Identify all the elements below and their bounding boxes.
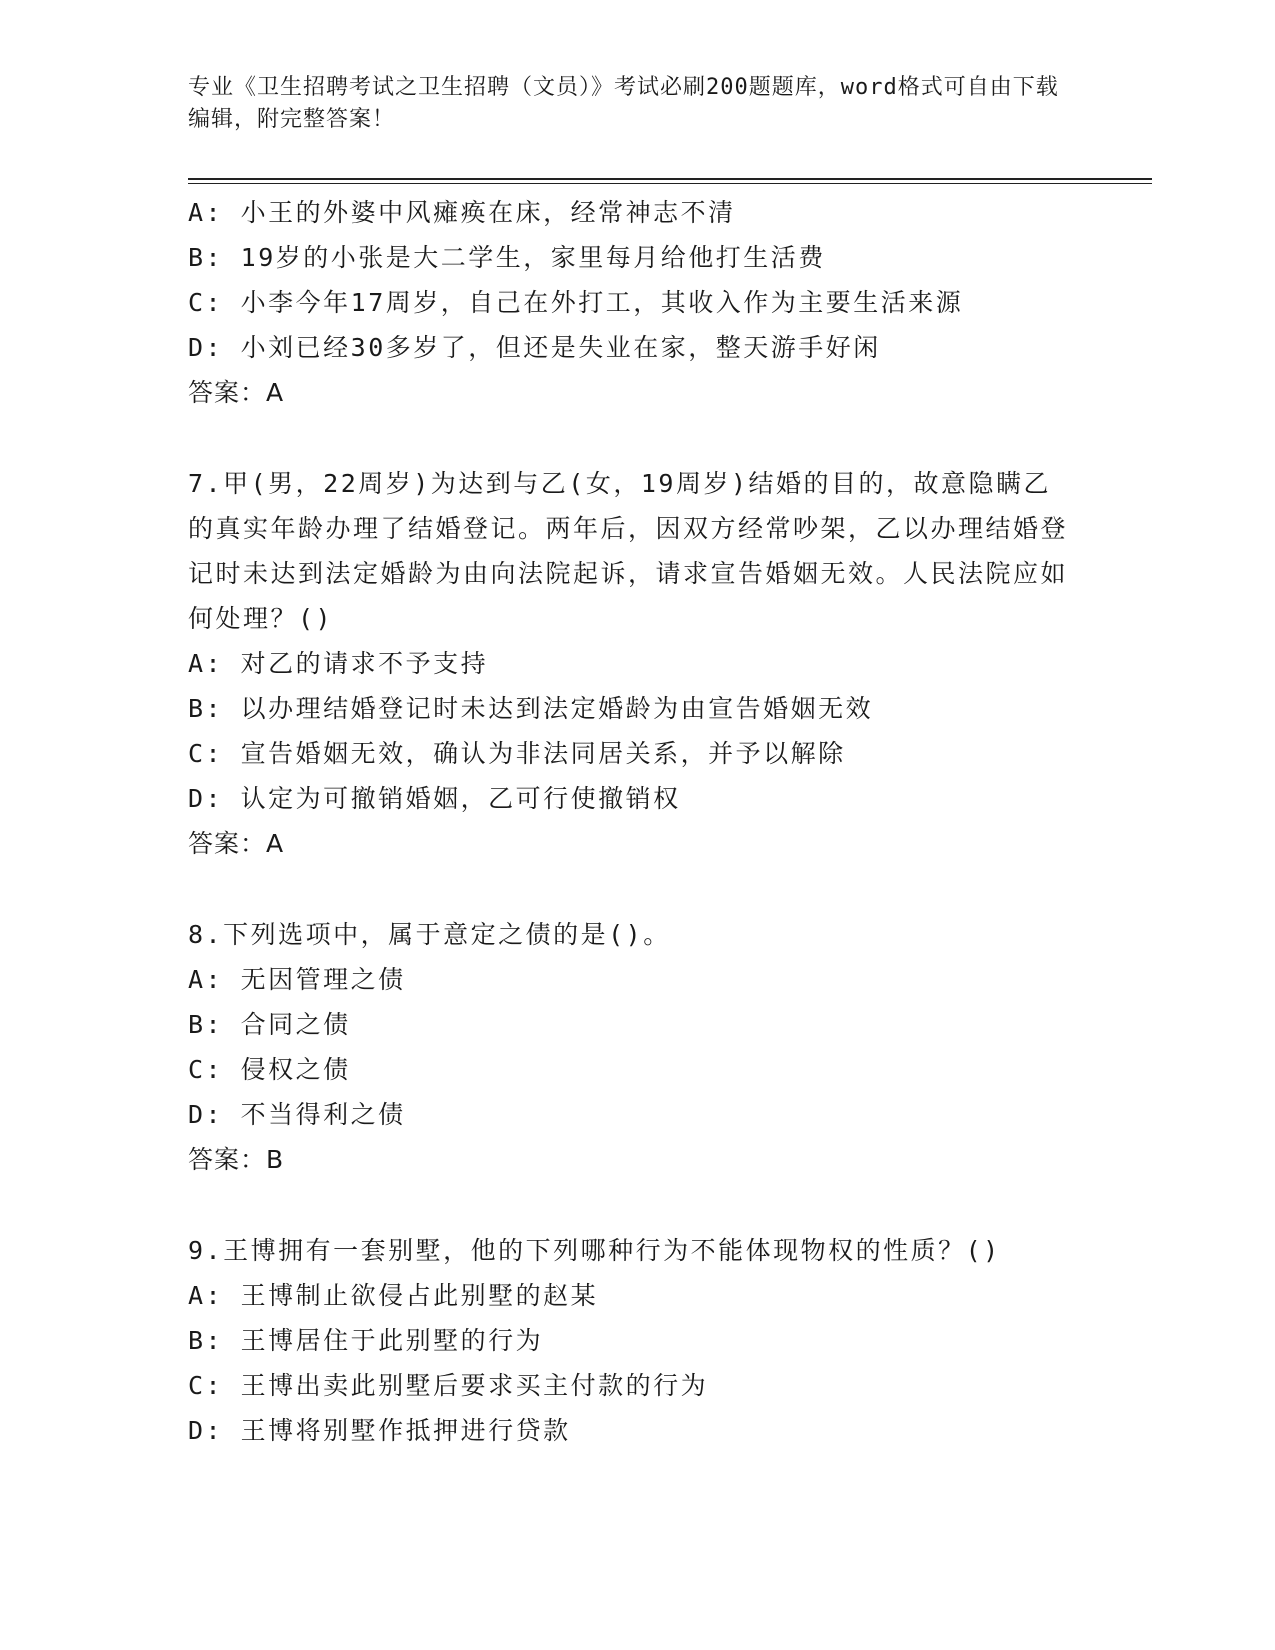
document-header-title: 专业《卫生招聘考试之卫生招聘（文员）》考试必刷200题题库，word格式可自由下载编辑，附完整答案！ [188,75,1059,132]
header-divider-thin [188,183,1152,184]
option-b: B: 合同之债 [188,1010,351,1039]
question-stem: 9.王博拥有一套别墅，他的下列哪种行为不能体现物权的性质？() [188,1236,1001,1265]
answer-line: 答案：A [188,829,285,858]
answer-line: 答案：B [188,1145,285,1174]
header-divider-thick [188,178,1152,180]
question-list [188,190,1088,1453]
option-d: D: 王博将别墅作抵押进行贷款 [188,1416,571,1445]
question-7 [188,461,1088,867]
option-a: A: 对乙的请求不予支持 [188,649,489,678]
option-c: C: 侵权之债 [188,1055,351,1084]
option-a: A: 无因管理之债 [188,965,406,994]
option-c: C: 小李今年17周岁，自己在外打工，其收入作为主要生活来源 [188,288,964,317]
option-a: A: 王博制止欲侵占此别墅的赵某 [188,1281,599,1310]
option-d: D: 小刘已经30多岁了，但还是失业在家，整天游手好闲 [188,333,881,362]
question-stem: 8.下列选项中，属于意定之债的是()。 [188,920,671,949]
question-9 [188,1228,1088,1453]
option-a: A: 小王的外婆中风瘫痪在床，经常神志不清 [188,198,736,227]
option-c: C: 宣告婚姻无效，确认为非法同居关系，并予以解除 [188,739,846,768]
option-b: B: 19岁的小张是大二学生，家里每月给他打生活费 [188,243,826,272]
option-b: B: 王博居住于此别墅的行为 [188,1326,544,1355]
option-d: D: 认定为可撤销婚姻，乙可行使撤销权 [188,784,681,813]
option-d: D: 不当得利之债 [188,1100,406,1129]
answer-line: 答案：A [188,378,285,407]
option-b: B: 以办理结婚登记时未达到法定婚龄为由宣告婚姻无效 [188,694,874,723]
question-stem: 7.甲(男，22周岁)为达到与乙(女，19周岁)结婚的目的，故意隐瞒乙的真实年龄办理了结婚登记。两年后，因双方经常吵架，乙以办理结婚登记时未达到法定婚龄为由向法院起诉，请求宣告婚姻无效。人民法院应如何处理？() [188,469,1069,633]
option-c: C: 王博出卖此别墅后要求买主付款的行为 [188,1371,709,1400]
question-6-continued [188,190,1088,416]
question-8 [188,912,1088,1183]
